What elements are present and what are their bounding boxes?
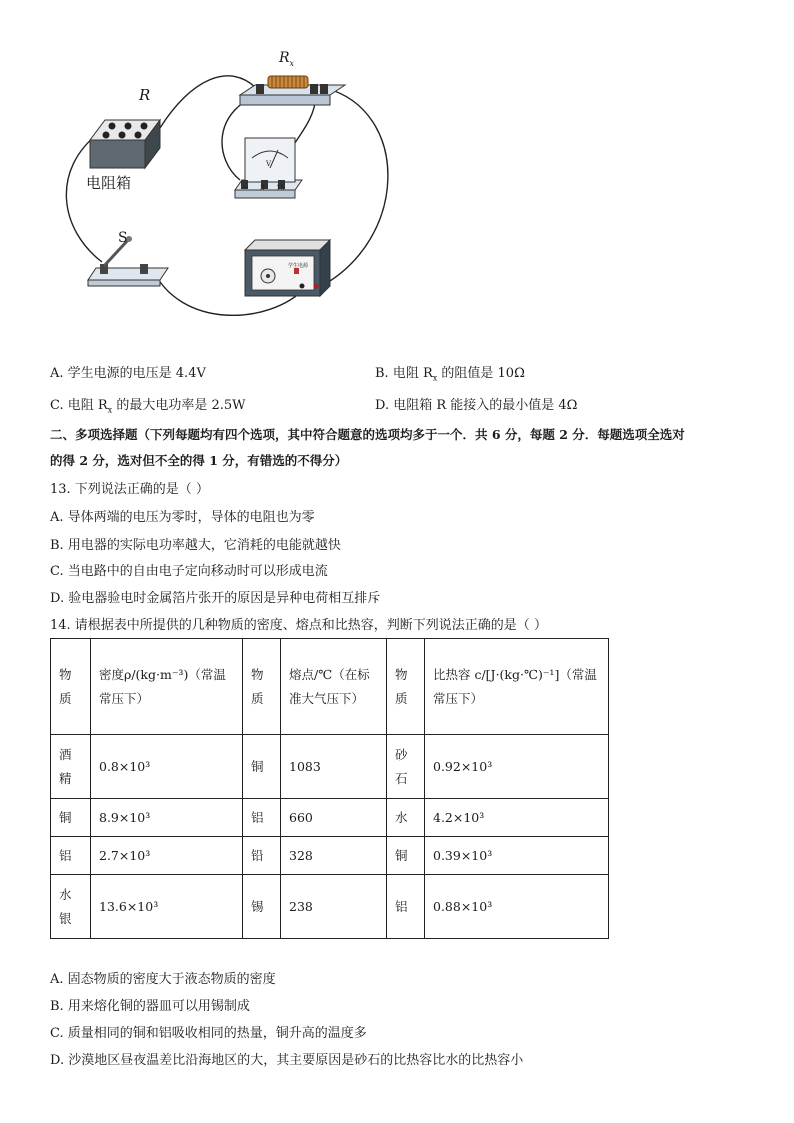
q13-stem: 13. 下列说法正确的是（ ）	[50, 482, 209, 497]
cell-density: 8.9×10³	[91, 799, 243, 837]
cell-substance: 铝	[387, 875, 425, 939]
label-switch-s: S	[118, 230, 128, 246]
table-row	[51, 875, 609, 939]
q13-option-c: C. 当电路中的自由电子定向移动时可以形成电流	[50, 564, 328, 579]
label-rx-sub: x	[289, 58, 295, 68]
cell-substance: 锡	[243, 875, 281, 939]
label-resistance-box: 电阻箱	[86, 174, 132, 192]
header-substance-3: 物质	[387, 639, 425, 735]
q12-option-b-sub: x	[432, 373, 438, 383]
q13-option-a: A. 导体两端的电压为零时，导体的电阻也为零	[50, 510, 315, 525]
cell-density: 0.8×10³	[91, 735, 243, 799]
q12-option-c-post: 的最大电功率是 2.5W	[112, 398, 246, 413]
header-specific-heat: 比热容 c/[J·(kg·℃)⁻¹]（常温常压下）	[425, 639, 609, 735]
cell-substance: 铅	[243, 837, 281, 875]
cell-density: 2.7×10³	[91, 837, 243, 875]
voltmeter-minus: −	[242, 184, 248, 192]
cell-melting-point: 1083	[281, 735, 387, 799]
header-substance-2: 物质	[243, 639, 281, 735]
label-rx-main: R	[279, 50, 290, 66]
label-rx	[279, 50, 294, 68]
q13-option-b: B. 用电器的实际电功率越大，它消耗的电能就越快	[50, 538, 341, 553]
cell-substance: 水	[387, 799, 425, 837]
resistor-rx	[240, 76, 345, 105]
voltmeter-15: 15	[276, 184, 285, 192]
cell-specific-heat: 0.39×10³	[425, 837, 609, 875]
cell-substance: 铜	[243, 735, 281, 799]
q14-option-a: A. 固态物质的密度大于液态物质的密度	[50, 972, 276, 987]
cell-specific-heat: 4.2×10³	[425, 799, 609, 837]
section2-heading-line2: 的得 2 分，选对但不全的得 1 分，有错选的不得分）	[50, 453, 348, 468]
q12-option-c	[50, 394, 246, 415]
cell-specific-heat: 0.88×10³	[425, 875, 609, 939]
cell-substance: 砂石	[387, 735, 425, 799]
q12-option-a: A. 学生电源的电压是 4.4V	[50, 366, 206, 381]
cell-substance: 水银	[51, 875, 91, 939]
q14-option-d: D. 沙漠地区昼夜温差比沿海地区的大，其主要原因是砂石的比热容比水的比热容小	[50, 1053, 524, 1068]
cell-density: 13.6×10³	[91, 875, 243, 939]
q12-option-d: D. 电阻箱 R 能接入的最小值是 4Ω	[375, 398, 578, 413]
q14-option-c: C. 质量相同的铜和铝吸收相同的热量，铜升高的温度多	[50, 1026, 367, 1041]
q12-option-b	[375, 362, 525, 383]
cell-substance: 酒精	[51, 735, 91, 799]
label-power-supply: 学生电源	[288, 263, 309, 269]
table-row	[51, 799, 609, 837]
cell-melting-point: 238	[281, 875, 387, 939]
header-substance-1: 物质	[51, 639, 91, 735]
q12-option-b-post: 的阻值是 10Ω	[437, 366, 525, 381]
table-header-row	[51, 639, 609, 735]
cell-substance: 铜	[51, 799, 91, 837]
header-melting-point: 熔点/℃（在标准大气压下）	[281, 639, 387, 735]
cell-melting-point: 660	[281, 799, 387, 837]
cell-substance: 铝	[243, 799, 281, 837]
section2-heading-line1: 二、多项选择题（下列每题均有四个选项，其中符合题意的选项均多于一个．共 6 分，每题 2 分．每题选项全选对	[50, 427, 685, 442]
q12-option-c-sub: x	[107, 405, 113, 415]
q14-option-b: B. 用来熔化铜的器皿可以用锡制成	[50, 999, 250, 1014]
cell-melting-point: 328	[281, 837, 387, 875]
header-density: 密度ρ/(kg·m⁻³)（常温常压下）	[91, 639, 243, 735]
table-row	[51, 837, 609, 875]
q14-stem: 14. 请根据表中所提供的几种物质的密度、熔点和比热容，判断下列说法正确的是（ ）	[50, 618, 547, 633]
q12-option-b-pre: B. 电阻 R	[375, 366, 433, 381]
cell-substance: 铜	[387, 837, 425, 875]
resistance-box	[90, 120, 160, 168]
voltmeter-3: 3	[260, 184, 265, 192]
q13-option-d: D. 验电器验电时金属箔片张开的原因是异种电荷相互排斥	[50, 591, 381, 606]
q12-option-c-pre: C. 电阻 R	[50, 398, 108, 413]
cell-specific-heat: 0.92×10³	[425, 735, 609, 799]
voltmeter-v-label: V	[266, 160, 272, 168]
properties-table	[50, 638, 609, 939]
table-row	[51, 735, 609, 799]
label-r: R	[139, 86, 151, 104]
cell-substance: 铝	[51, 837, 91, 875]
